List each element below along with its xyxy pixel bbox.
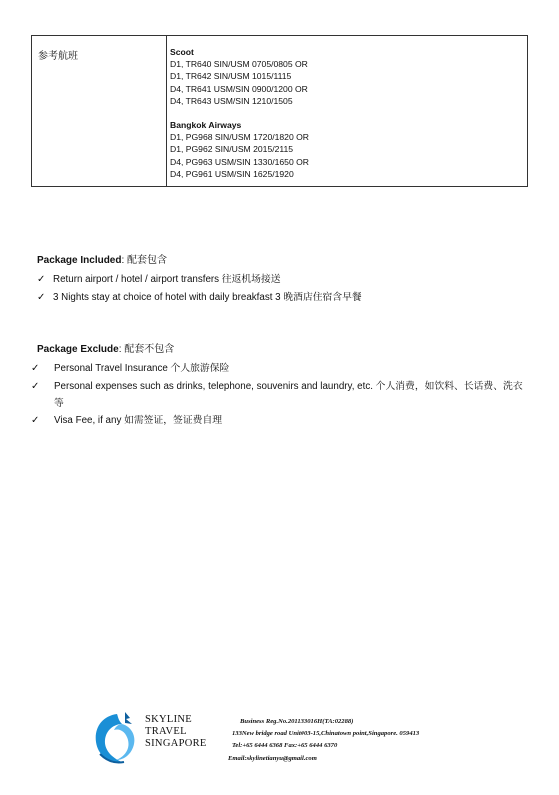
list-item bbox=[37, 271, 362, 289]
package-exclude-heading bbox=[37, 342, 524, 358]
list-item bbox=[37, 289, 362, 307]
flight-route: D1, TR642 SIN/USM 1015/1115 bbox=[170, 71, 292, 82]
exclude-item-text: Visa Fee, if any 如需签证，签证费自理 bbox=[54, 415, 223, 426]
list-item bbox=[31, 360, 524, 378]
flight-route: D4, PG963 USM/SIN 1330/1650 OR bbox=[170, 156, 310, 167]
check-icon: ✓ bbox=[37, 292, 46, 303]
flight-route: D1, TR640 SIN/USM 0705/0805 OR bbox=[170, 59, 308, 70]
exclude-heading-text: Package Exclude bbox=[37, 344, 119, 355]
included-heading-text: Package Included bbox=[37, 255, 122, 266]
included-item-text: 3 Nights stay at choice of hotel with daily breakfast 3 晚酒店住宿含早餐 bbox=[53, 292, 362, 303]
exclude-heading-cn: : 配套不包含 bbox=[118, 344, 175, 355]
company-name-line: TRAVEL bbox=[145, 726, 187, 737]
letterhead-footer bbox=[92, 708, 492, 768]
check-icon: ✓ bbox=[31, 363, 40, 374]
flight-route: D1, PG968 SIN/USM 1720/1820 OR bbox=[170, 132, 310, 143]
package-included-heading bbox=[37, 253, 362, 269]
check-icon: ✓ bbox=[37, 274, 46, 285]
check-icon: ✓ bbox=[31, 381, 40, 392]
package-exclude-section bbox=[31, 342, 524, 430]
flights-cell bbox=[170, 46, 309, 180]
list-item bbox=[31, 412, 524, 430]
flight-table bbox=[31, 35, 528, 187]
package-included-section bbox=[37, 253, 362, 307]
business-reg: Business Reg.No.201133016H(TA:02288) bbox=[240, 718, 354, 725]
check-icon: ✓ bbox=[31, 415, 40, 426]
company-name bbox=[145, 714, 207, 750]
exclude-item-text: Personal Travel Insurance 个人旅游保险 bbox=[54, 363, 230, 374]
dragon-logo-icon bbox=[92, 710, 142, 766]
flights-label: 参考航班 bbox=[38, 51, 78, 62]
company-phone-fax: Tel:+65 6444 6368 Fax:+65 6444 6370 bbox=[232, 742, 338, 750]
included-heading-cn: : 配套包含 bbox=[121, 255, 168, 266]
list-item bbox=[31, 378, 524, 412]
airline-name: Bangkok Airways bbox=[170, 120, 242, 131]
exclude-item-text: Personal expenses such as drinks, telephone, souvenirs and laundry, etc. 个人消费，如饮料、长话费、洗衣等 bbox=[54, 381, 523, 409]
table-divider bbox=[166, 36, 167, 186]
airline-name: Scoot bbox=[170, 47, 194, 57]
flight-route: D4, TR641 USM/SIN 0900/1200 OR bbox=[170, 83, 308, 94]
flight-route: D1, PG962 SIN/USM 2015/2115 bbox=[170, 144, 294, 155]
flight-route: D4, TR643 USM/SIN 1210/1505 bbox=[170, 95, 293, 106]
company-name-line: SINGAPORE bbox=[145, 738, 207, 749]
flight-route: D4, PG961 USM/SIN 1625/1920 bbox=[170, 168, 294, 179]
company-address: 133New bridge road Unit#03-15,Chinatown point,Singapore. 059413 bbox=[232, 730, 420, 738]
included-item-text: Return airport / hotel / airport transfers 往返机场接送 bbox=[53, 274, 281, 285]
company-info bbox=[228, 716, 420, 765]
company-email: Email:skylinetianyu@gmail.com bbox=[228, 754, 317, 762]
company-name-line: SKYLINE bbox=[145, 714, 193, 725]
